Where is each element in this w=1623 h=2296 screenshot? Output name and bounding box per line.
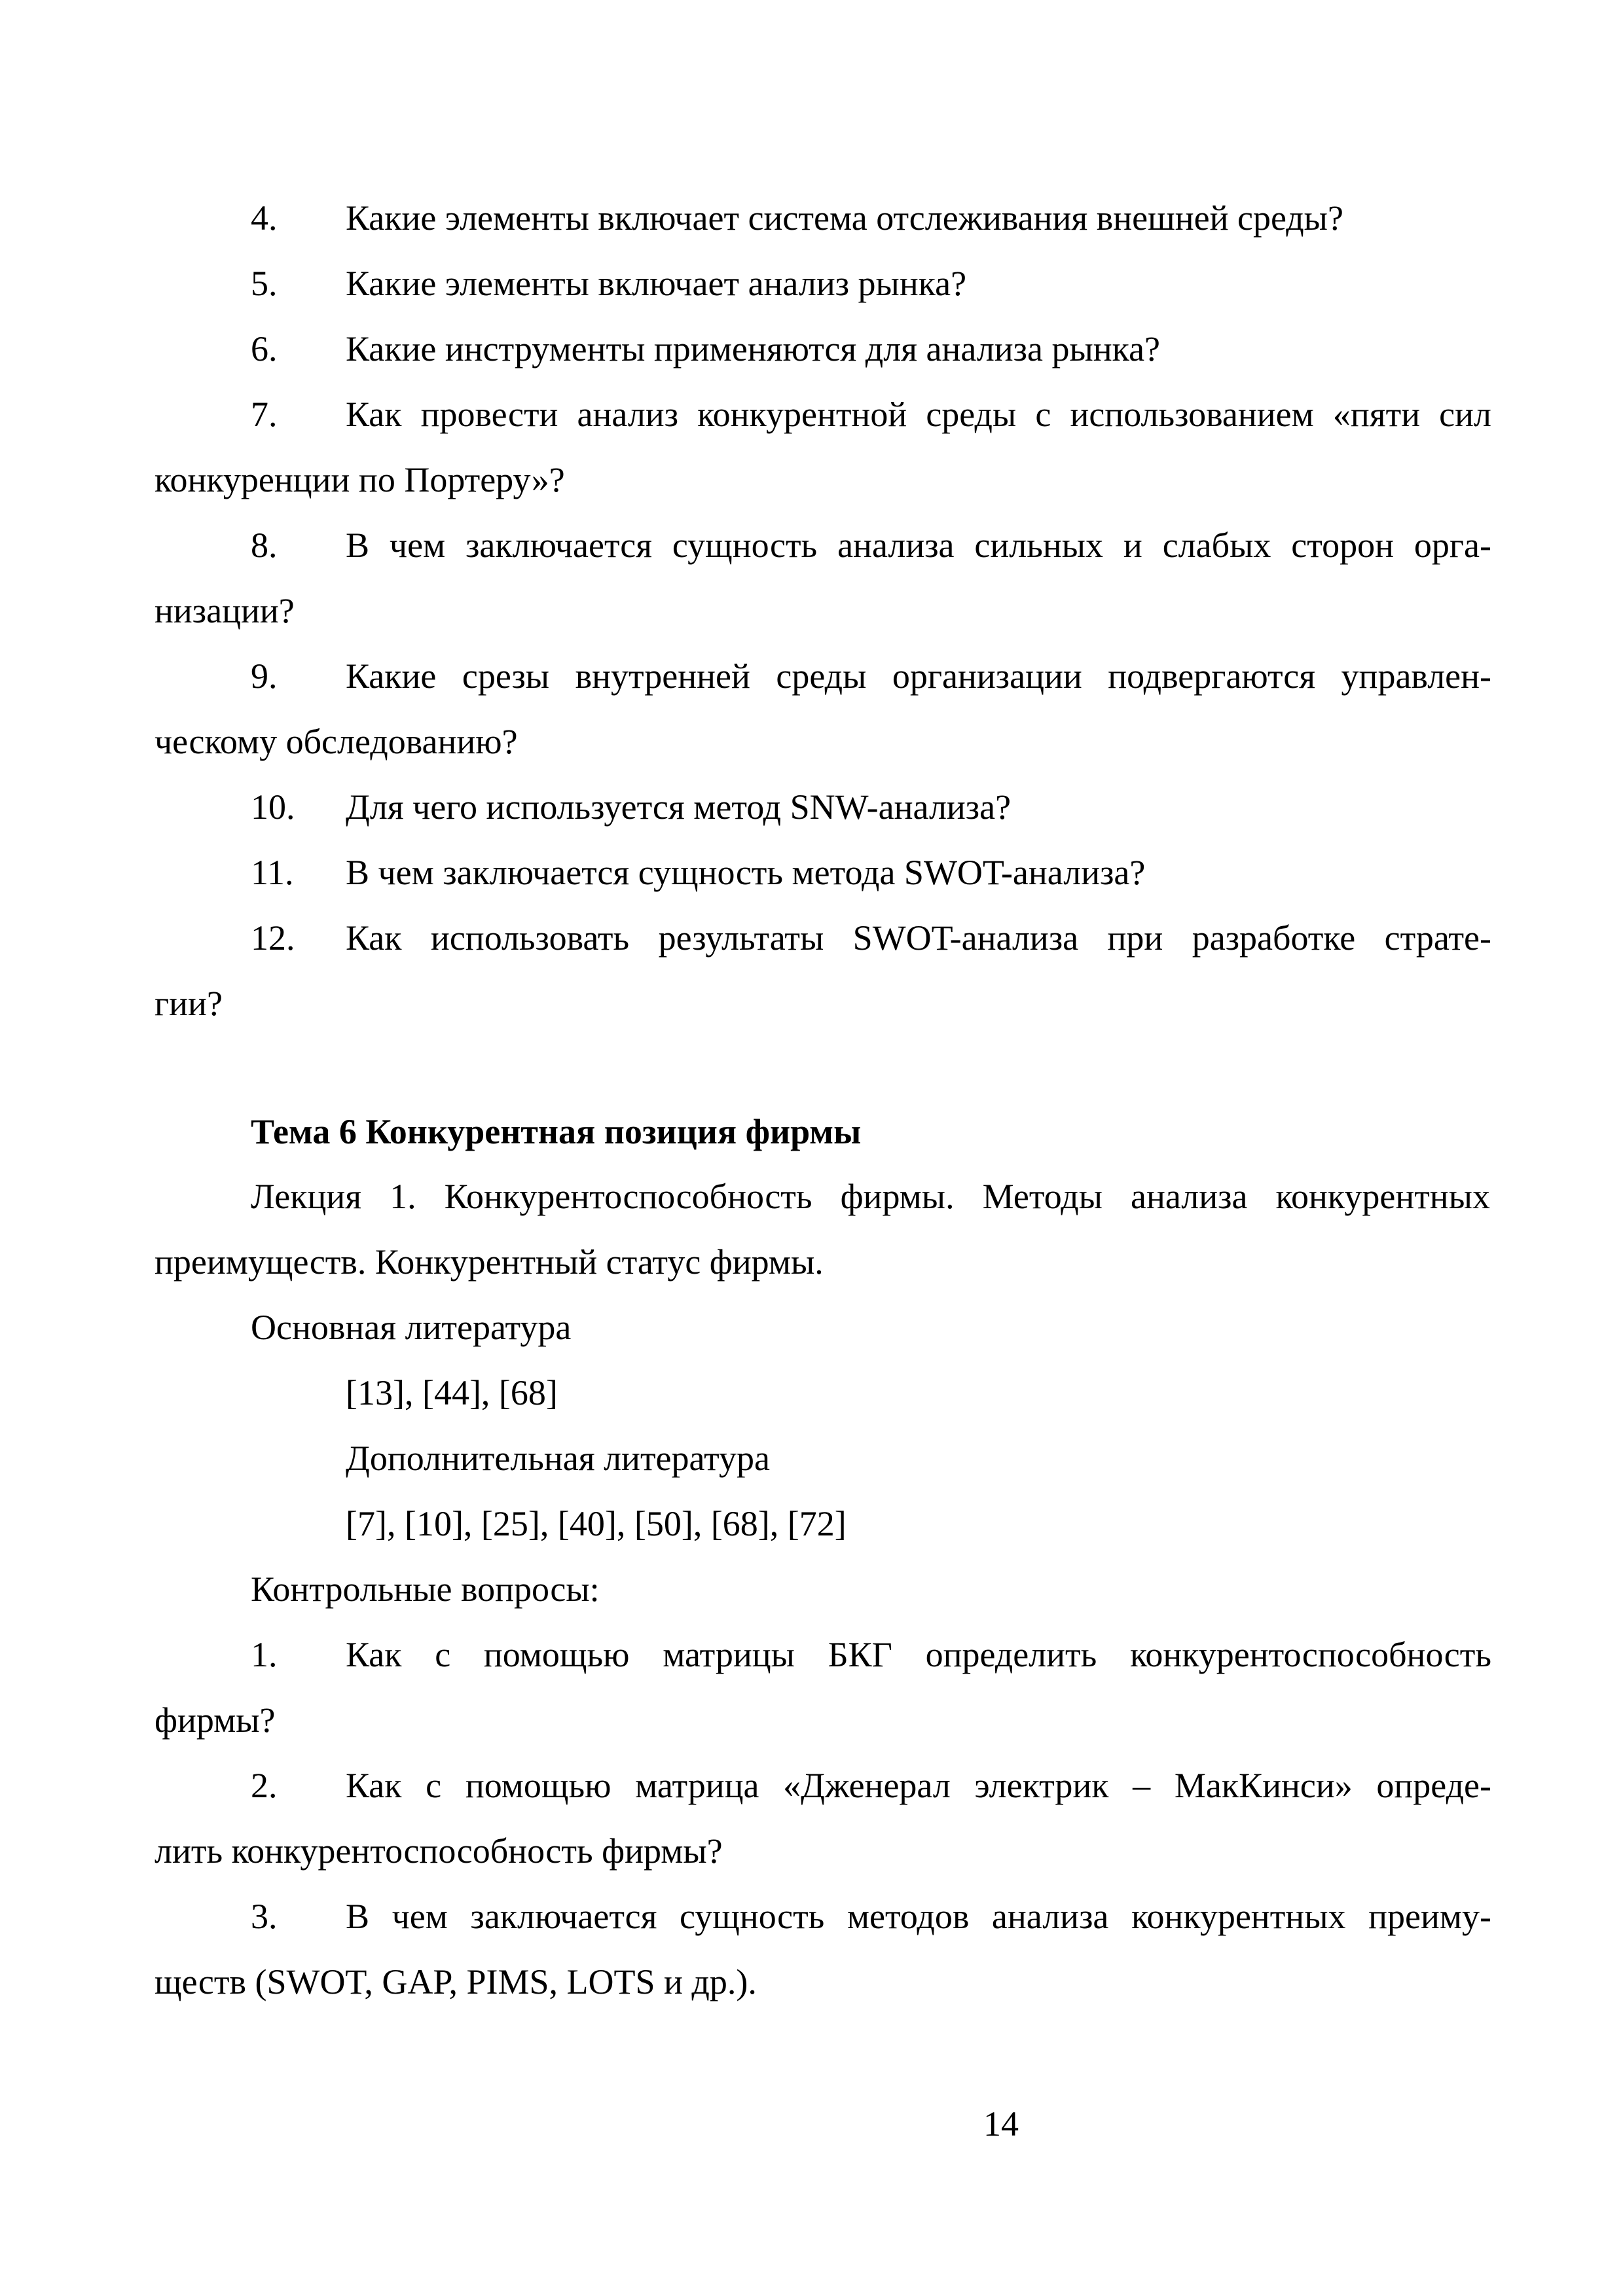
item-text: В чем заключается сущность метода SWOT-анализа? [346,853,1146,892]
item-number: 11. [251,853,294,892]
item-text-continuation: низации? [155,591,295,630]
item-number: 12. [251,918,295,958]
item-text: Как провести анализ конкурентной среды с использованием «пяти сил [346,395,1491,434]
topic-heading: Тема 6 Конкурентная позиция фирмы [251,1112,862,1151]
item-text-continuation: конкуренции по Портеру»? [155,460,565,499]
item-number: 4. [251,198,278,238]
item-number: 5. [251,264,278,303]
item-number: 8. [251,526,278,565]
item-text: Как использовать результаты SWOT-анализа при разработке страте- [346,918,1491,958]
item-number: 9. [251,656,278,696]
item-text-continuation: фирмы? [155,1700,276,1740]
item-text: Какие срезы внутренней среды организации подвергаются управлен- [346,656,1491,696]
item-text-continuation: лить конкурентоспособность фирмы? [155,1831,723,1871]
item-number: 2. [251,1766,278,1805]
item-number: 3. [251,1897,278,1936]
item-number: 6. [251,329,278,368]
item-text: Как с помощью матрица «Дженерал электрик – МакКинси» опреде- [346,1766,1491,1805]
item-text: В чем заключается сущность анализа сильных и слабых сторон орга- [346,526,1491,565]
item-text: Какие элементы включает анализ рынка? [346,264,967,303]
extra-literature-label: Дополнительная литература [346,1439,770,1478]
item-text: Какие элементы включает система отслеживания внешней среды? [346,198,1343,238]
item-text-continuation: гии? [155,984,223,1023]
extra-literature-refs: [7], [10], [25], [40], [50], [68], [72] [346,1504,847,1543]
item-text: Какие инструменты применяются для анализа рынка? [346,329,1161,368]
item-number: 7. [251,395,278,434]
item-text-continuation: ществ (SWOT, GAP, PIMS, LOTS и др.). [155,1962,757,2001]
page-number: 14 [983,2104,1019,2144]
main-literature-refs: [13], [44], [68] [346,1373,558,1412]
item-number: 1. [251,1635,278,1674]
item-text: Как с помощью матрицы БКГ определить конкурентоспособность [346,1635,1491,1674]
control-questions-label: Контрольные вопросы: [251,1570,600,1609]
lecture-line-continuation: преимуществ. Конкурентный статус фирмы. [155,1242,824,1282]
main-literature-label: Основная литература [251,1308,572,1347]
item-number: 10. [251,787,295,827]
item-text: Для чего используется метод SNW-анализа? [346,787,1012,827]
item-text-continuation: ческому обследованию? [155,722,518,761]
item-text: В чем заключается сущность методов анализа конкурентных преиму- [346,1897,1491,1936]
lecture-line: Лекция 1. Конкурентоспособность фирмы. Методы анализа конкурентных [251,1177,1490,1216]
